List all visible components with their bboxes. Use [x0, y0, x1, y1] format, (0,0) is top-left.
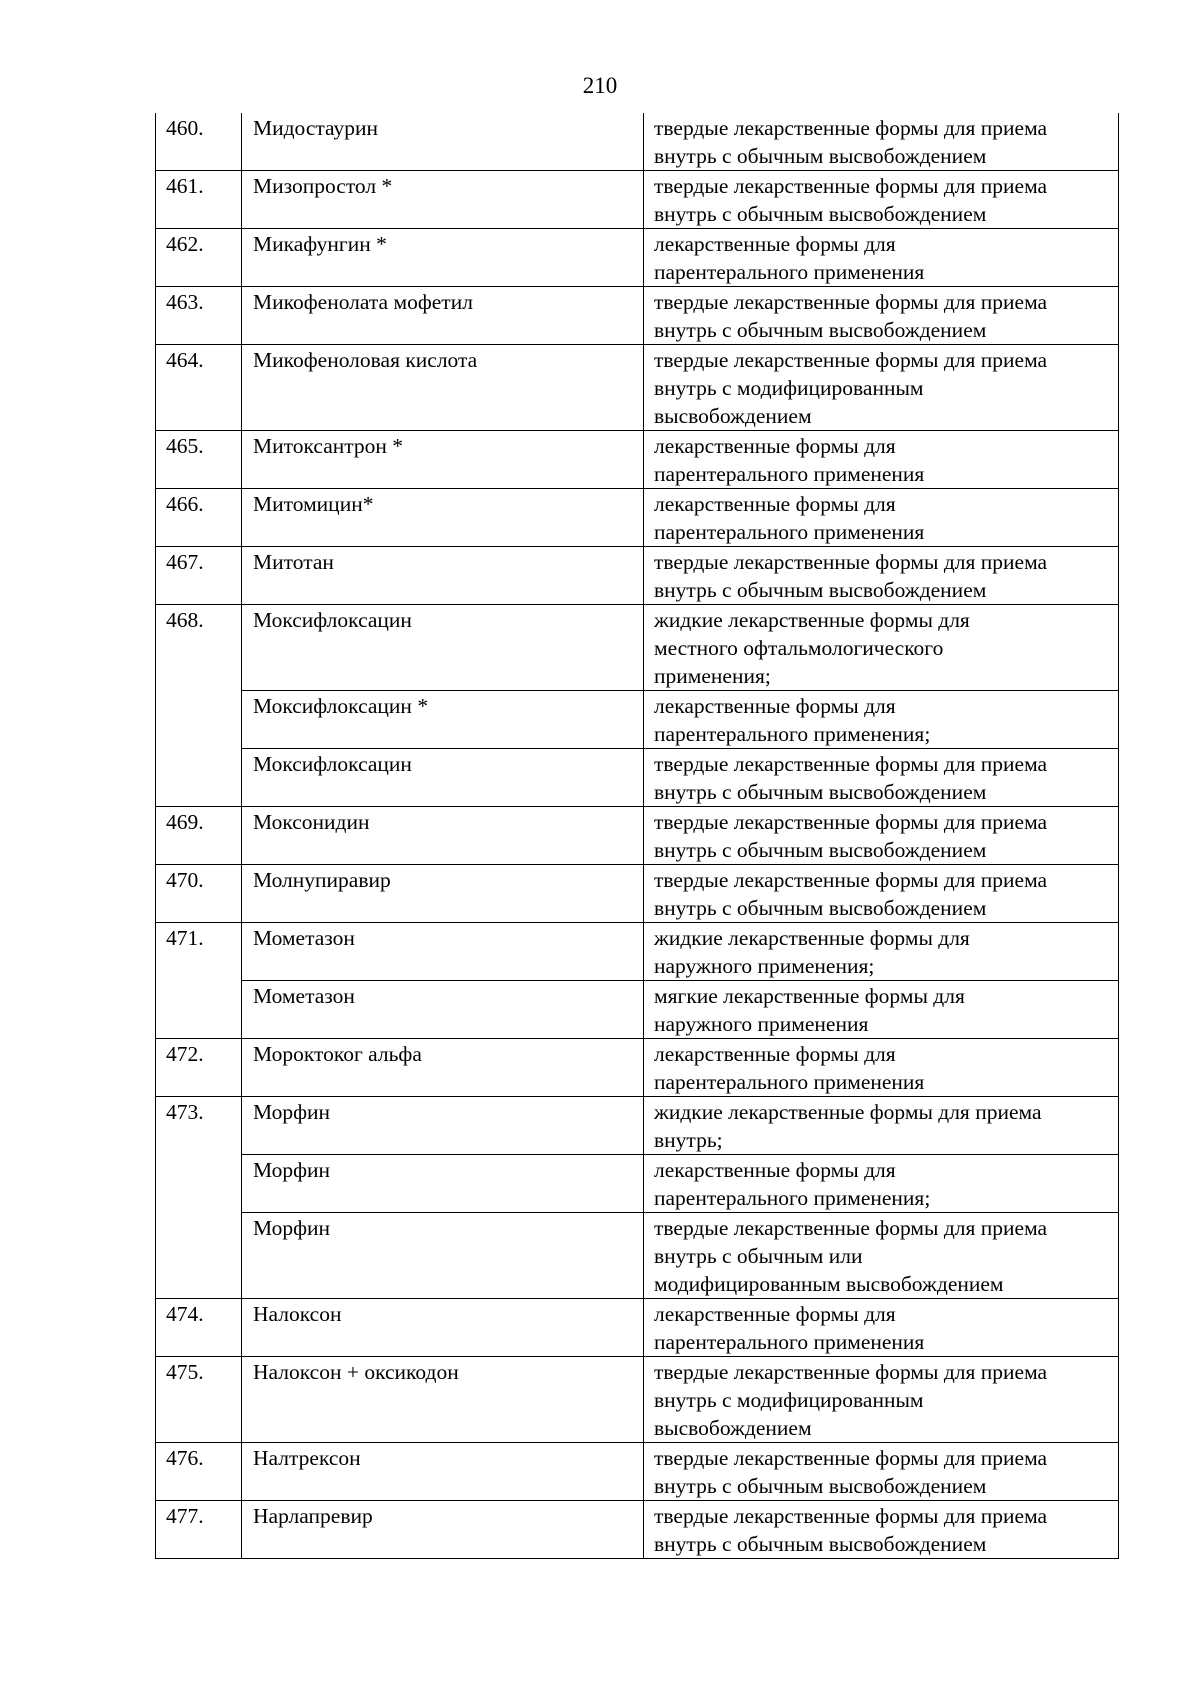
page-number: 210	[582, 73, 618, 98]
row-number: 468.	[156, 605, 242, 807]
drug-name: Мометазон	[242, 981, 644, 1039]
table-row	[156, 1155, 1119, 1213]
drug-name: Микафунгин *	[242, 229, 644, 287]
dosage-form-line: лекарственные формы для	[654, 1042, 896, 1066]
row-number: 470.	[156, 865, 242, 923]
dosage-form-line: применения;	[654, 664, 771, 688]
drug-name: Мороктоког альфа	[242, 1039, 644, 1097]
dosage-form	[644, 229, 1119, 287]
dosage-form-line: местного офтальмологического	[654, 636, 944, 660]
drug-name: Мизопростол *	[242, 171, 644, 229]
dosage-form	[644, 807, 1119, 865]
dosage-form	[644, 1039, 1119, 1097]
drug-name: Митомицин*	[242, 489, 644, 547]
dosage-form-line: твердые лекарственные формы для приема	[654, 116, 1048, 140]
dosage-form-line: твердые лекарственные формы для приема	[654, 1446, 1048, 1470]
drug-name: Микофеноловая кислота	[242, 345, 644, 431]
dosage-form-line: внутрь;	[654, 1128, 723, 1152]
dosage-form	[644, 1097, 1119, 1155]
dosage-form-line: твердые лекарственные формы для приема	[654, 752, 1048, 776]
dosage-form-line: внутрь с обычным высвобождением	[654, 578, 987, 602]
row-number: 466.	[156, 489, 242, 547]
dosage-form	[644, 547, 1119, 605]
row-number: 460.	[156, 113, 242, 171]
dosage-form-line: твердые лекарственные формы для приема	[654, 290, 1048, 314]
drug-name: Молнупиравир	[242, 865, 644, 923]
row-number: 463.	[156, 287, 242, 345]
drug-name: Митотан	[242, 547, 644, 605]
row-number: 461.	[156, 171, 242, 229]
dosage-form-line: парентерального применения;	[654, 1186, 931, 1210]
dosage-form	[644, 1213, 1119, 1299]
dosage-form-line: модифицированным высвобождением	[654, 1272, 1004, 1296]
table-row	[156, 489, 1119, 547]
table-row	[156, 113, 1119, 171]
dosage-form	[644, 1155, 1119, 1213]
dosage-form-line: мягкие лекарственные формы для	[654, 984, 965, 1008]
dosage-form-line: внутрь с обычным или	[654, 1244, 863, 1268]
dosage-form-line: внутрь с модифицированным	[654, 1388, 924, 1412]
table-row	[156, 1213, 1119, 1299]
table-row	[156, 1357, 1119, 1443]
dosage-form-line: жидкие лекарственные формы для	[654, 608, 970, 632]
drug-name: Моксифлоксацин	[242, 749, 644, 807]
row-number: 465.	[156, 431, 242, 489]
dosage-form-line: внутрь с обычным высвобождением	[654, 838, 987, 862]
row-number: 471.	[156, 923, 242, 1039]
dosage-form-line: внутрь с обычным высвобождением	[654, 318, 987, 342]
row-number: 469.	[156, 807, 242, 865]
row-number: 467.	[156, 547, 242, 605]
dosage-form-line: внутрь с обычным высвобождением	[654, 896, 987, 920]
dosage-form	[644, 1443, 1119, 1501]
dosage-form-line: парентерального применения	[654, 260, 925, 284]
dosage-form-line: внутрь с обычным высвобождением	[654, 144, 987, 168]
dosage-form-line: внутрь с обычным высвобождением	[654, 202, 987, 226]
dosage-form-line: лекарственные формы для	[654, 694, 896, 718]
dosage-form-line: лекарственные формы для	[654, 1158, 896, 1182]
table-row	[156, 1443, 1119, 1501]
dosage-form-line: твердые лекарственные формы для приема	[654, 348, 1048, 372]
table-row	[156, 1501, 1119, 1559]
row-number: 472.	[156, 1039, 242, 1097]
dosage-form-line: парентерального применения	[654, 520, 925, 544]
table-row	[156, 1039, 1119, 1097]
dosage-form-line: внутрь с обычным высвобождением	[654, 1474, 987, 1498]
table-row	[156, 865, 1119, 923]
row-number: 477.	[156, 1501, 242, 1559]
dosage-form-line: твердые лекарственные формы для приема	[654, 868, 1048, 892]
drug-name: Мометазон	[242, 923, 644, 981]
table-row	[156, 1299, 1119, 1357]
dosage-form	[644, 345, 1119, 431]
dosage-form	[644, 923, 1119, 981]
dosage-form	[644, 113, 1119, 171]
dosage-form	[644, 865, 1119, 923]
row-number: 473.	[156, 1097, 242, 1299]
table-row	[156, 547, 1119, 605]
row-number: 464.	[156, 345, 242, 431]
dosage-form-line: парентерального применения	[654, 1330, 925, 1354]
row-number: 476.	[156, 1443, 242, 1501]
dosage-form	[644, 171, 1119, 229]
dosage-form-line: парентерального применения	[654, 1070, 925, 1094]
drug-name: Налтрексон	[242, 1443, 644, 1501]
drug-name: Моксифлоксацин *	[242, 691, 644, 749]
dosage-form-line: твердые лекарственные формы для приема	[654, 550, 1048, 574]
dosage-form-line: жидкие лекарственные формы для	[654, 926, 970, 950]
table-row	[156, 171, 1119, 229]
drug-name: Моксифлоксацин	[242, 605, 644, 691]
drug-name: Налоксон + оксикодон	[242, 1357, 644, 1443]
dosage-form-line: наружного применения	[654, 1012, 869, 1036]
row-number: 475.	[156, 1357, 242, 1443]
drug-name: Нарлапревир	[242, 1501, 644, 1559]
dosage-form	[644, 287, 1119, 345]
dosage-form-line: лекарственные формы для	[654, 492, 896, 516]
table-row	[156, 691, 1119, 749]
dosage-form	[644, 749, 1119, 807]
dosage-form-line: твердые лекарственные формы для приема	[654, 810, 1048, 834]
drug-name: Морфин	[242, 1213, 644, 1299]
drug-name: Морфин	[242, 1155, 644, 1213]
dosage-form-line: внутрь с обычным высвобождением	[654, 1532, 987, 1556]
dosage-form	[644, 1357, 1119, 1443]
drug-name: Микофенолата мофетил	[242, 287, 644, 345]
dosage-form-line: лекарственные формы для	[654, 1302, 896, 1326]
dosage-form-line: внутрь с модифицированным	[654, 376, 924, 400]
table-row	[156, 923, 1119, 981]
dosage-form	[644, 1501, 1119, 1559]
drug-name: Морфин	[242, 1097, 644, 1155]
dosage-form	[644, 605, 1119, 691]
drug-table	[155, 113, 1119, 1559]
drug-name: Налоксон	[242, 1299, 644, 1357]
dosage-form-line: твердые лекарственные формы для приема	[654, 1216, 1048, 1240]
dosage-form-line: твердые лекарственные формы для приема	[654, 174, 1048, 198]
table-row	[156, 605, 1119, 691]
drug-name: Моксонидин	[242, 807, 644, 865]
row-number: 462.	[156, 229, 242, 287]
dosage-form-line: парентерального применения	[654, 462, 925, 486]
drug-name: Мидостаурин	[242, 113, 644, 171]
drug-name: Митоксантрон *	[242, 431, 644, 489]
dosage-form	[644, 1299, 1119, 1357]
row-number: 474.	[156, 1299, 242, 1357]
dosage-form-line: твердые лекарственные формы для приема	[654, 1504, 1048, 1528]
table-row	[156, 981, 1119, 1039]
dosage-form-line: твердые лекарственные формы для приема	[654, 1360, 1048, 1384]
table-row	[156, 345, 1119, 431]
dosage-form-line: внутрь с обычным высвобождением	[654, 780, 987, 804]
dosage-form-line: лекарственные формы для	[654, 434, 896, 458]
dosage-form-line: высвобождением	[654, 404, 812, 428]
table-row	[156, 807, 1119, 865]
table-row	[156, 749, 1119, 807]
dosage-form	[644, 981, 1119, 1039]
table-row	[156, 431, 1119, 489]
table-row	[156, 229, 1119, 287]
drug-table-body	[156, 113, 1119, 1559]
dosage-form	[644, 691, 1119, 749]
dosage-form-line: парентерального применения;	[654, 722, 931, 746]
table-row	[156, 287, 1119, 345]
dosage-form-line: высвобождением	[654, 1416, 812, 1440]
dosage-form-line: наружного применения;	[654, 954, 875, 978]
dosage-form-line: лекарственные формы для	[654, 232, 896, 256]
dosage-form	[644, 489, 1119, 547]
dosage-form	[644, 431, 1119, 489]
dosage-form-line: жидкие лекарственные формы для приема	[654, 1100, 1042, 1124]
table-row	[156, 1097, 1119, 1155]
